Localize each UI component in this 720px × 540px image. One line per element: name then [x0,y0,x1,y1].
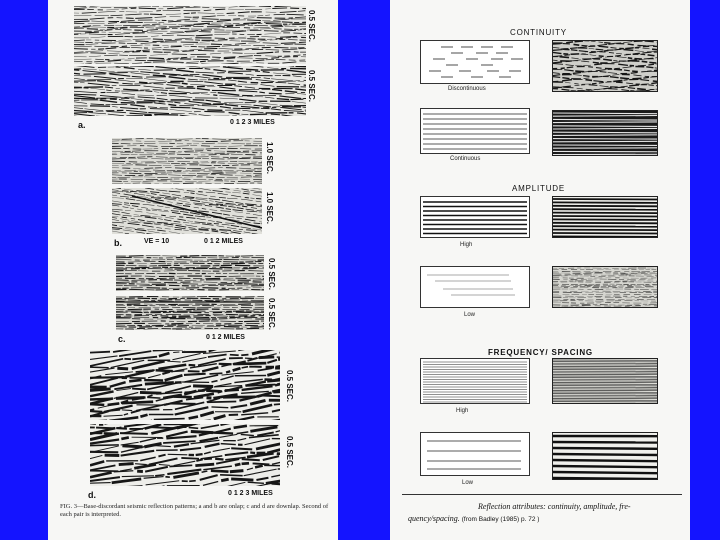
section-heading-amplitude: AMPLITUDE [512,184,565,193]
schematic-lines [421,109,529,153]
seismic-example-discontinuous [552,40,658,92]
caption-line2: quency/spacing. [408,514,460,523]
seismic-section-c-bottom [116,296,264,330]
figure-caption-left: FIG. 3—Base-discordant seismic reflection patterns; a and b are onlap; c and d are downlap. Second of each pair is interpreted. [60,503,329,518]
seismic-example-low-frequency [552,432,658,480]
schematic-lines [421,359,529,403]
row-label-continuous: Continuous [450,156,481,162]
row-label-high-frequency: High [456,408,469,414]
seismic-section-a-top [74,6,306,64]
row-label-high-amplitude: High [460,242,473,248]
schematic-low-amplitude [420,266,530,308]
time-label-a-bottom: 0.5 SEC. [307,70,316,103]
time-label-a-top: 0.5 SEC. [307,10,316,43]
schematic-lines [421,267,529,307]
seismic-example-high-amplitude [552,196,658,238]
schematic-lines [421,197,529,237]
seismic-section-b-bottom [112,188,262,234]
panel-label-a: a. [78,120,86,130]
schematic-high-frequency [420,358,530,404]
section-heading-frequency: FREQUENCY/ SPACING [488,348,593,357]
source-citation: (from Badley (1985) p. 72 ) [461,516,540,523]
schematic-discontinuous [420,40,530,84]
row-label-discontinuous: Discontinuous [448,86,486,92]
figure-caption-right-line2 [408,514,539,523]
scale-bar-c: 0 1 2 MILES [206,334,245,341]
time-label-d-bottom: 0.5 SEC. [285,436,294,469]
seismic-example-low-amplitude [552,266,658,308]
figure-caption-right-line1: Reflection attributes: continuity, amplitude, fre- [478,502,631,511]
seismic-section-d-bottom [90,424,280,486]
time-label-c-top: 0.5 SEC. [267,258,276,291]
time-label-d-top: 0.5 SEC. [285,370,294,403]
schematic-continuous [420,108,530,154]
scale-bar-b: 0 1 2 MILES [204,238,243,245]
panel-label-b: b. [114,238,122,248]
time-label-b-bottom: 1.0 SEC. [265,192,274,225]
seismic-example-continuous [552,110,658,156]
seismic-section-b-top [112,138,262,184]
left-figure-panel [48,0,338,540]
scale-bar-a: 0 1 2 3 MILES [230,119,275,126]
panel-label-d: d. [88,490,96,500]
row-label-low-frequency: Low [462,480,474,486]
ve-label-b: VE = 10 [144,238,170,245]
schematic-low-frequency [420,432,530,476]
seismic-section-a-bottom [74,66,306,116]
schematic-lines [421,433,529,475]
time-label-b-top: 1.0 SEC. [265,142,274,175]
seismic-section-d-top [90,350,280,420]
section-heading-continuity: CONTINUITY [510,28,567,37]
right-figure-panel [390,0,690,540]
schematic-lines [421,41,529,83]
schematic-high-amplitude [420,196,530,238]
time-label-c-bottom: 0.5 SEC. [267,298,276,331]
row-label-low-amplitude: Low [464,312,476,318]
seismic-example-high-frequency [552,358,658,404]
caption-rule [402,494,682,495]
seismic-section-c-top [116,255,264,291]
panel-label-c: c. [118,334,126,344]
scale-bar-d: 0 1 2 3 MILES [228,490,273,497]
